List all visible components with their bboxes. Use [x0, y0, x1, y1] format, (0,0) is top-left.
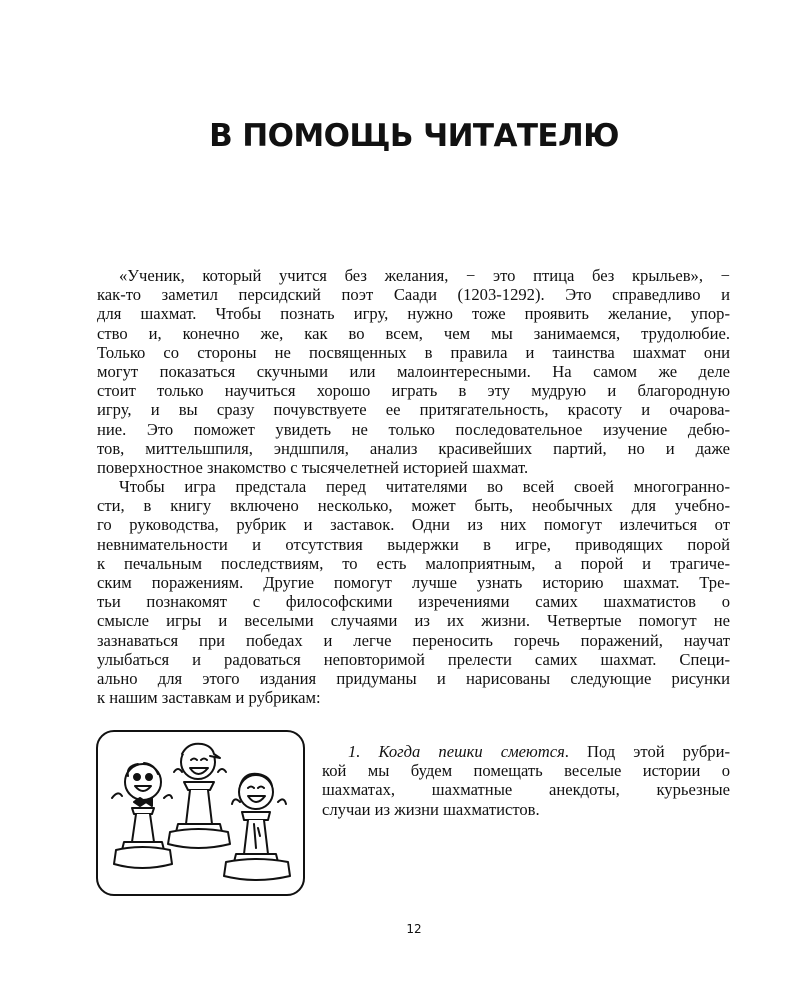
text-line: Только со стороны не посвященных в правила и таинства шахмат они	[97, 342, 730, 362]
text-line: «Ученик, который учится без желания, − это птица без крыльев», −	[119, 266, 730, 285]
page-title: В ПОМОЩЬ ЧИТАТЕЛЮ	[209, 118, 619, 154]
text-line: поверхностное знакомство с тысячелетней историей шахмат.	[97, 457, 529, 477]
text-line: стоит только научиться хорошо играть в эту мудрую и благородную	[97, 381, 730, 401]
text-line: ским поражениям. Другие помогут лучше узнать историю шахмат. Тре-	[97, 573, 730, 592]
page-number: 12	[406, 922, 422, 936]
text-line: смысле игры и веселыми случаями из их жизни. Четвертые помогут не	[97, 611, 730, 631]
text-line: шахматах, шахматные анекдоты, курьезные	[322, 780, 730, 800]
right-pawn	[224, 774, 290, 880]
text-line: для шахмат. Чтобы познать игру, нужно тоже проявить желание, упор-	[97, 304, 730, 324]
text-line: кой мы будем помещать веселые истории о	[322, 761, 730, 781]
text-line: невнимательности и отсутствия выдержки в игре, приводящих порой	[97, 534, 730, 554]
text-line: ально для этого издания придуманы и нарисованы следующие рисунки	[97, 668, 730, 688]
rubric-heading: 1. Когда пешки смеются	[348, 742, 565, 761]
text-line: к нашим заставкам и рубрикам:	[97, 688, 321, 708]
rubric-description	[322, 742, 730, 819]
laughing-pawns-illustration	[96, 730, 305, 896]
middle-pawn	[168, 744, 230, 848]
text-line: ние. Это поможет увидеть не только последовательное изучение дебю-	[97, 419, 730, 439]
text-line: тов, миттельшпиля, эндшпиля, анализ красивейших партий, но и даже	[97, 438, 730, 458]
text-line: зазнаваться при победах и легче переносить горечь поражений, научат	[97, 630, 730, 650]
text-line	[322, 742, 730, 761]
text-line: тьи познакомят с философскими изречениями самих шахматистов о	[97, 592, 730, 612]
text-line: случаи из жизни шахматистов.	[322, 799, 540, 819]
text-line: к печальным последствиям, то есть малоприятным, а порой и трагиче-	[97, 553, 730, 573]
left-pawn	[112, 763, 172, 868]
text-line: улыбаться и радоваться неповторимой прелести самих шахмат. Специ-	[97, 649, 730, 669]
text-line: игру, и вы сразу почувствуете ее притягательность, красоту и очарова-	[97, 400, 730, 420]
text-line: ство и, конечно же, как во всем, чем мы занимаемся, трудолюбие.	[97, 323, 730, 343]
laughing-pawns-icon	[98, 732, 302, 893]
text-line: Чтобы игра предстала перед читателями во всей своей многогранно-	[119, 477, 730, 497]
text-line: как-то заметил персидский поэт Саади (1203-1292). Это справедливо и	[97, 285, 730, 305]
paragraph-2	[97, 477, 730, 707]
text-line: го руководства, рубрик и заставок. Одни из них помогут излечиться от	[97, 515, 730, 535]
text-line: сти, в книгу включено несколько, может быть, необычных для учебно-	[97, 496, 730, 516]
text-line: могут показаться скучными или малоинтересными. На самом же деле	[97, 361, 730, 381]
body-text	[97, 266, 730, 707]
rubric-heading-rest: . Под этой рубри-	[564, 742, 730, 761]
paragraph-1	[97, 266, 730, 477]
